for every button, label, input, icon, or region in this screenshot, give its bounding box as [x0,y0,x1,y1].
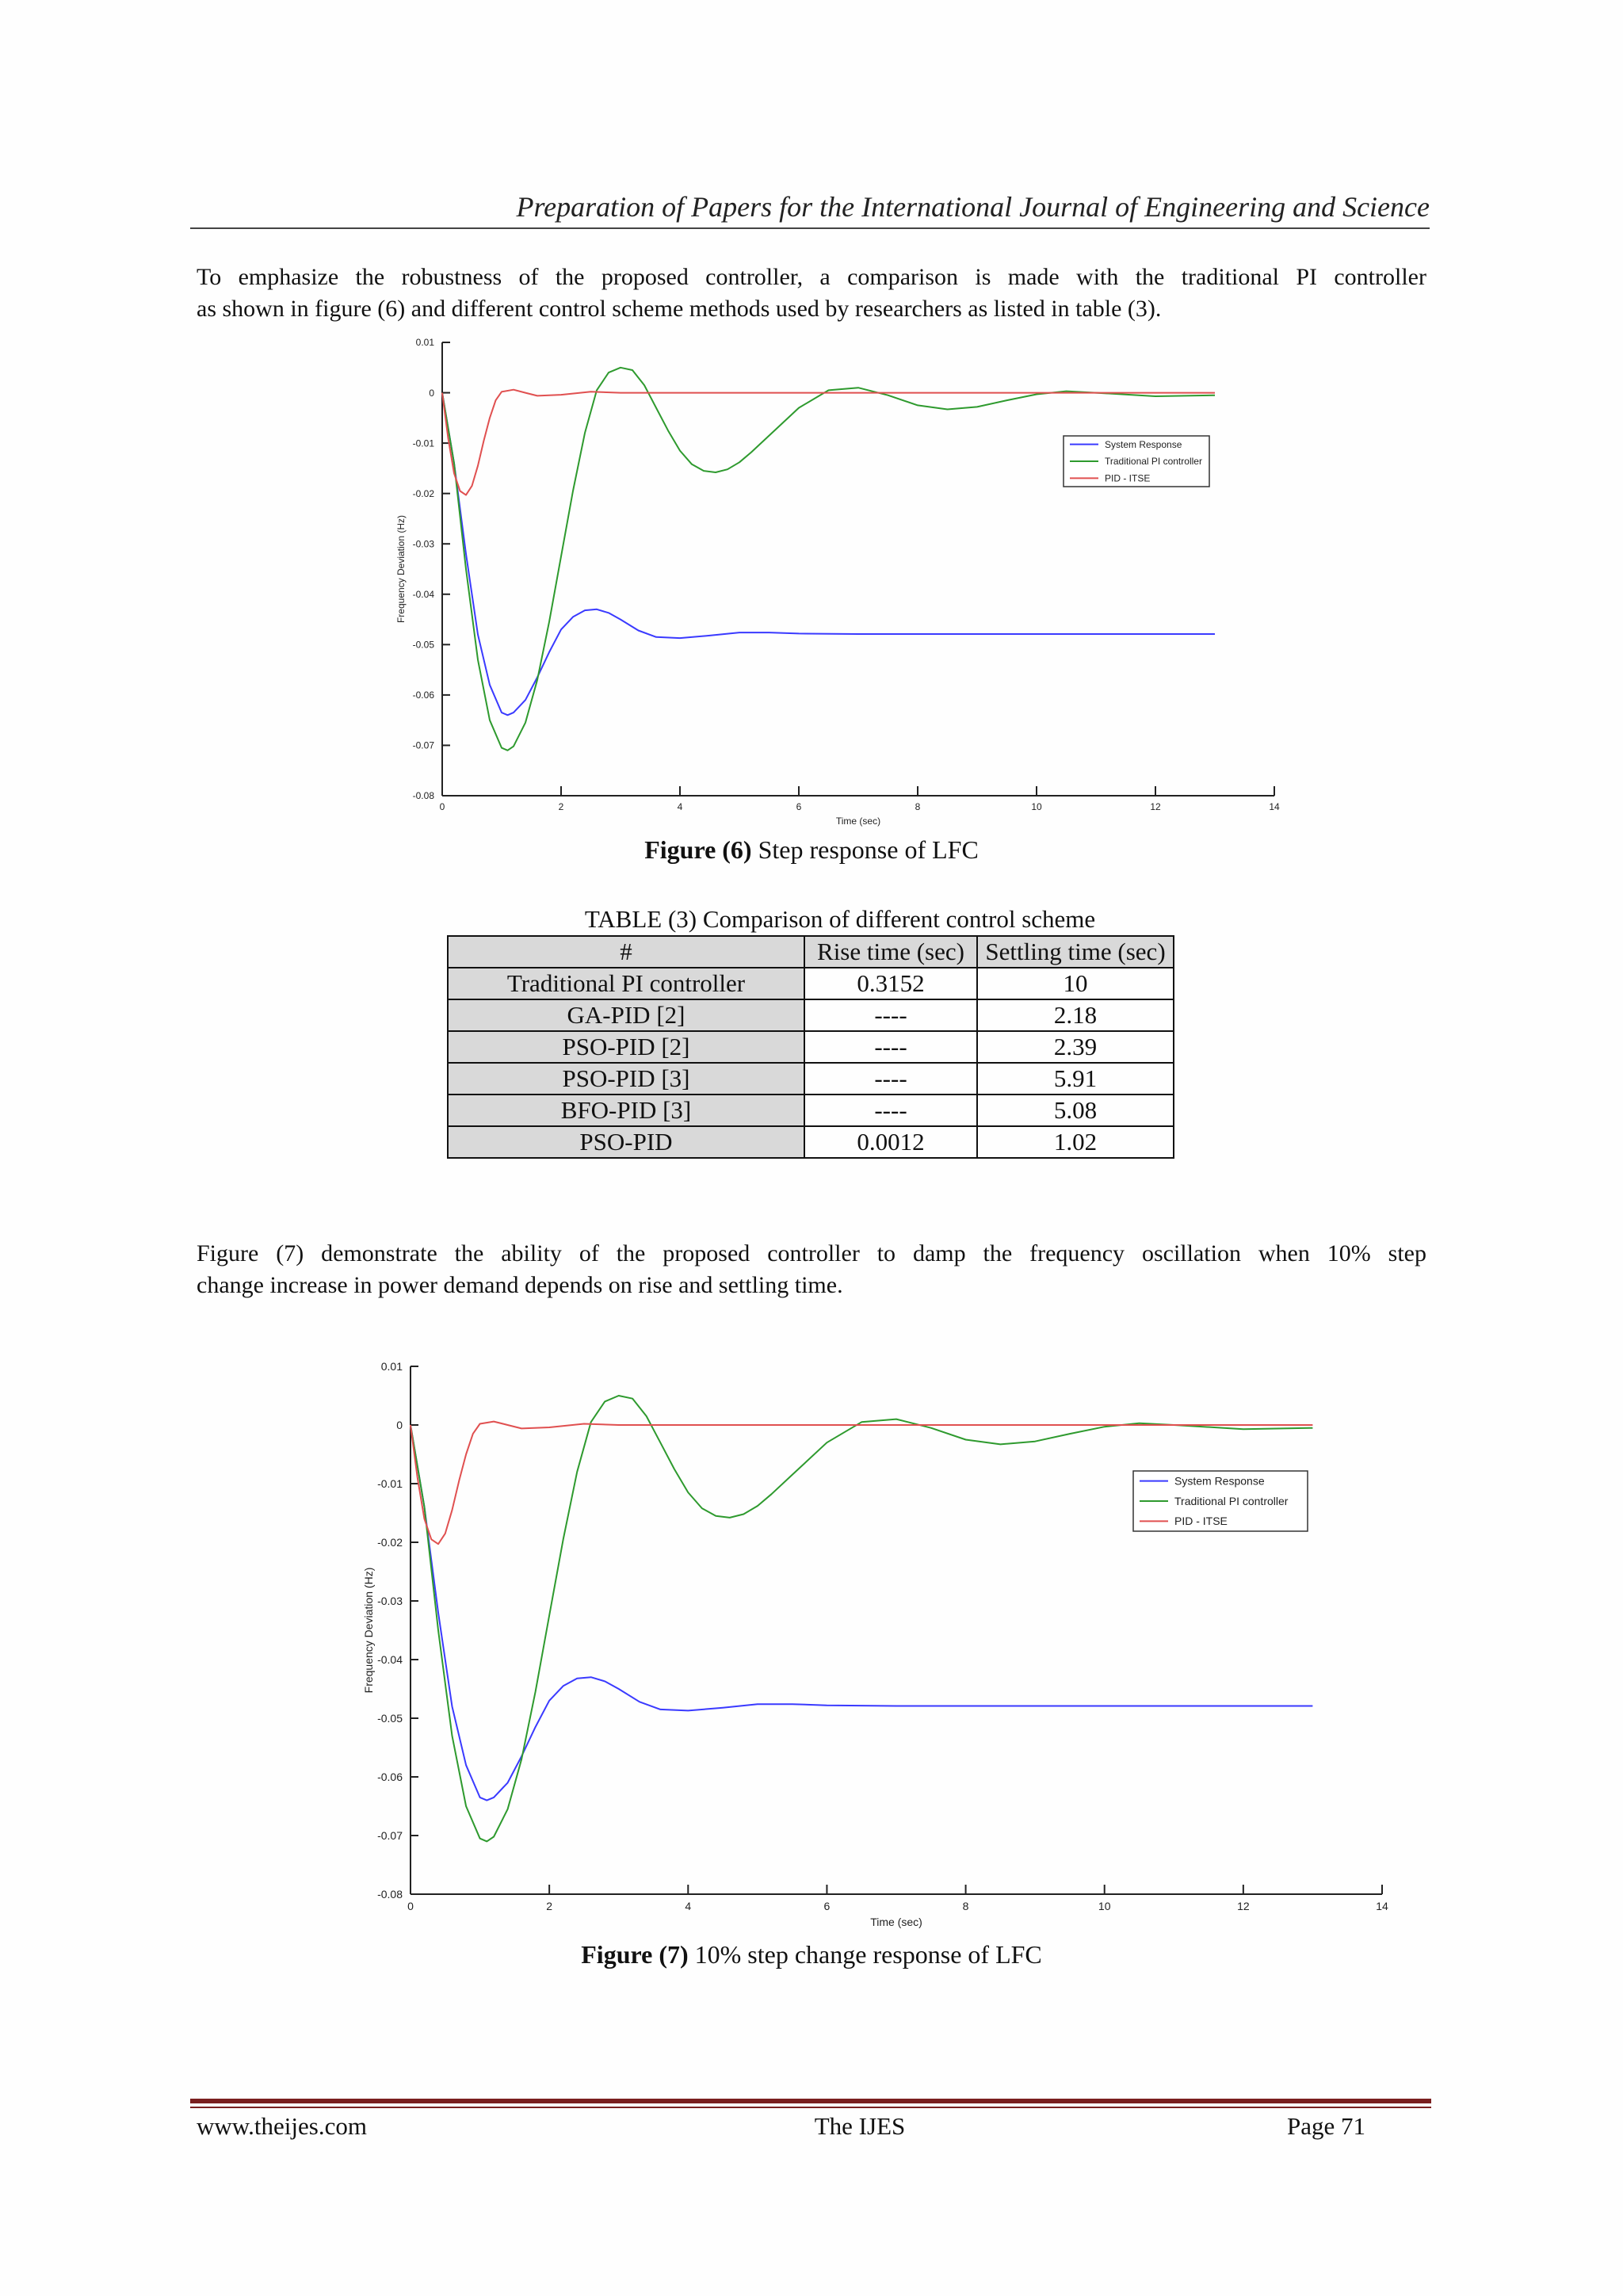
footer-journal: The IJES [814,2112,906,2140]
table-row [448,1063,1174,1095]
table-cell-rise: ---- [804,1031,977,1063]
table-cell-rise: ---- [804,1063,977,1095]
x-tick-label: 6 [796,801,802,812]
table-cell-scheme: PSO-PID [2] [448,1031,804,1063]
y-tick-label: 0 [429,387,434,399]
x-tick-label: 10 [1031,801,1042,812]
table-row [448,1126,1174,1158]
x-tick-label: 12 [1237,1900,1250,1912]
y-tick-label: -0.03 [412,538,434,550]
footer-page-number: Page 71 [1287,2112,1366,2140]
table-row [448,1095,1174,1126]
table-cell-rise: ---- [804,999,977,1031]
legend-label: Traditional PI controller [1105,456,1202,468]
figure-6-chart [388,333,1292,832]
x-tick-label: 4 [685,1900,692,1912]
table-cell-rise: 0.0012 [804,1126,977,1158]
table-row [448,968,1174,999]
table-row [448,999,1174,1031]
y-tick-label: -0.02 [412,487,434,499]
figure-7-label: Figure (7) [581,1940,689,1969]
figure-7-paragraph [197,1238,1426,1301]
footer-rule-thick [190,2099,1431,2103]
figure-6-text: Step response of LFC [751,835,979,864]
table-cell-scheme: GA-PID [2] [448,999,804,1031]
table-cell-settling: 10 [977,968,1174,999]
table-cell-scheme: BFO-PID [3] [448,1095,804,1126]
intro-line-1: To emphasize the robustness of the proposed controller, a comparison is made with the traditional PI controller [197,264,1426,290]
running-header: Preparation of Papers for the International Journal of Engineering and Science [516,191,1430,223]
series-line-traditional-pi-controller [442,368,1215,751]
header-rule [190,227,1430,229]
y-tick-label: -0.07 [412,739,434,751]
legend-label: PID - ITSE [1105,472,1151,484]
intro-paragraph [197,262,1426,325]
figure-6-caption [0,835,1623,865]
y-tick-label: -0.06 [412,690,434,701]
y-tick-label: -0.05 [377,1711,403,1725]
x-axis-label: Time (sec) [835,816,881,827]
y-tick-label: -0.08 [412,790,434,802]
x-axis-label: Time (sec) [870,1916,922,1928]
intro-line-2: as shown in figure (6) and different control scheme methods used by researchers as listed in table (3). [197,296,1162,322]
x-tick-label: 2 [546,1900,553,1912]
x-tick-label: 2 [558,801,564,812]
x-tick-label: 4 [677,801,683,812]
figure-7-caption [0,1940,1623,1969]
y-tick-label: 0 [396,1418,403,1431]
table-cell-settling: 5.91 [977,1063,1174,1095]
table-row [448,1031,1174,1063]
table-cell-scheme: PSO-PID [3] [448,1063,804,1095]
footer-rule-thin [190,2107,1431,2108]
table-cell-rise: ---- [804,1095,977,1126]
x-tick-label: 0 [407,1900,414,1912]
table-header-scheme: # [448,936,804,968]
y-tick-label: -0.02 [377,1535,403,1549]
table-cell-settling: 2.39 [977,1031,1174,1063]
y-tick-label: -0.07 [377,1828,403,1842]
figure-7-text: 10% step change response of LFC [688,1940,1042,1969]
table-cell-scheme: Traditional PI controller [448,968,804,999]
x-tick-label: 8 [915,801,921,812]
legend-label: System Response [1105,438,1182,450]
x-tick-label: 14 [1269,801,1280,812]
figure-6-svg [388,333,1292,832]
y-axis-label: Frequency Deviation (Hz) [362,1567,375,1694]
y-tick-label: -0.04 [377,1652,403,1666]
table-cell-scheme: PSO-PID [448,1126,804,1158]
x-tick-label: 10 [1098,1900,1111,1912]
series-line-traditional-pi-controller [411,1396,1312,1841]
para2-line-2: change increase in power demand depends on rise and settling time. [197,1272,843,1298]
x-tick-label: 14 [1376,1900,1388,1912]
footer-website: www.theijes.com [197,2112,367,2140]
y-tick-label: -0.01 [377,1477,403,1490]
y-tick-label: -0.06 [377,1770,403,1783]
table-cell-rise: 0.3152 [804,968,977,999]
x-tick-label: 6 [823,1900,831,1912]
y-axis-label: Frequency Deviation (Hz) [395,514,407,624]
table-cell-settling: 1.02 [977,1126,1174,1158]
comparison-table [447,935,1174,1159]
x-tick-label: 8 [962,1900,969,1912]
legend-label: PID - ITSE [1174,1515,1228,1528]
table-header-row [448,936,1174,968]
figure-7-svg [349,1354,1403,1940]
table-header-settling-time: Settling time (sec) [977,936,1174,968]
table-3-caption: TABLE (3) Comparison of different control scheme [584,905,1096,933]
y-tick-label: 0.01 [380,1359,403,1373]
para2-line-1: Figure (7) demonstrate the ability of the proposed controller to damp the frequency oscillation when 10% step [197,1240,1426,1266]
y-tick-label: -0.04 [412,588,434,600]
y-tick-label: -0.01 [412,437,434,449]
legend-label: Traditional PI controller [1174,1494,1289,1507]
table-header-rise-time: Rise time (sec) [804,936,977,968]
legend-label: System Response [1174,1474,1265,1488]
x-tick-label: 12 [1150,801,1161,812]
table-cell-settling: 2.18 [977,999,1174,1031]
x-tick-label: 0 [439,801,445,812]
y-tick-label: -0.05 [412,639,434,651]
y-tick-label: -0.03 [377,1594,403,1607]
figure-7-chart [349,1354,1403,1940]
y-tick-label: 0.01 [415,337,434,349]
y-tick-label: -0.08 [377,1887,403,1901]
figure-6-label: Figure (6) [644,835,752,864]
table-cell-settling: 5.08 [977,1095,1174,1126]
